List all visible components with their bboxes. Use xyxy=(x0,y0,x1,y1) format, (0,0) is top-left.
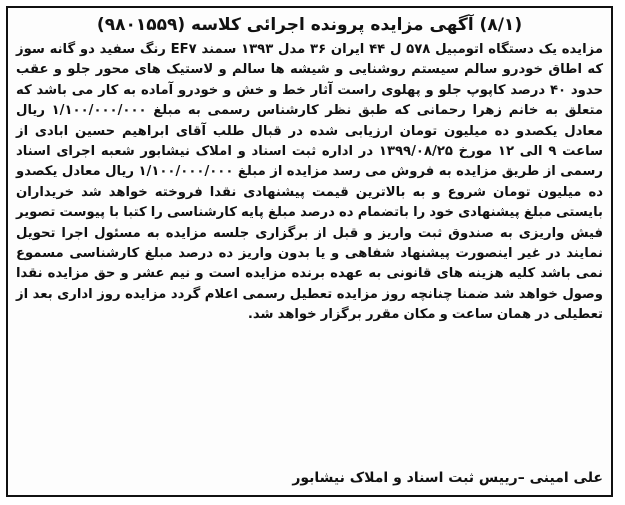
notice-signature: علی امینی –رییس ثبت اسناد و املاک نیشابور xyxy=(292,470,603,486)
notice-content xyxy=(16,12,603,491)
notice-body: مزایده یک دستگاه اتومبیل ۵۷۸ ل ۴۴ ایران ۳۶ مدل ۱۳۹۳ سمند EF۷ رنگ سفید دو گانه سوز که اطاق خودرو سالم سیستم روشنایی و شیشه ها سالم و لاستیک های محور جلو و عقب حدود ۴۰ درصد کاپوپ جلو و پهلوی راست آثار خط و خش و خودرو آماده به کار می باشد که متعلق به خانم زهرا رحمانی که طبق نظر کارشناس رسمی به مبلغ ۱/۱۰۰/۰۰۰/۰۰۰ ریال معادل یکصدو ده میلیون تومان ارزیابی شده در قبال طلب آقای ابراهیم حسین ابادی از ساعت ۹ الی ۱۲ مورخ ۱۳۹۹/۰۸/۲۵ در اداره ثبت اسناد و املاک نیشابور شعبه اجرای اسناد رسمی از طریق مزایده به فروش می رسد مزایده از مبلغ ۱/۱۰۰/۰۰۰/۰۰۰ ریال معادل یکصدو ده میلیون تومان شروع و به بالاترین قیمت پیشنهادی نقدا فروخته خواهد شد خریداران بایستی مبلغ پیشنهادی خود را باتضمام ده درصد مبلغ پایه کارشناسی را کتبا با پیوست تصویر فیش واریزی به صندوق ثبت واریز و قبل از برگزاری جلسه مزایده به مسئول اجرا تحویل نمایند در غیر اینصورت پیشنهاد شفاهی و یا بدون واریز ده درصد مبلغ کارشناسی مسموع نمی باشد کلیه هزینه های قانونی به عهده برنده مزایده است و نیم عشر و حق مزایده نقدا وصول خواهد شد ضمنا چنانچه روز مزایده تعطیل رسمی اعلام گردد مزایده روز اداری بعد از تعطیلی در همان ساعت و مکان مقرر برگزار خواهد شد. xyxy=(16,42,604,323)
notice-title: (۸/۱) آگهی مزایده پرونده اجرائی کلاسه (۹۸۰۱۵۵۹) xyxy=(96,15,523,35)
notice-box xyxy=(6,6,613,497)
